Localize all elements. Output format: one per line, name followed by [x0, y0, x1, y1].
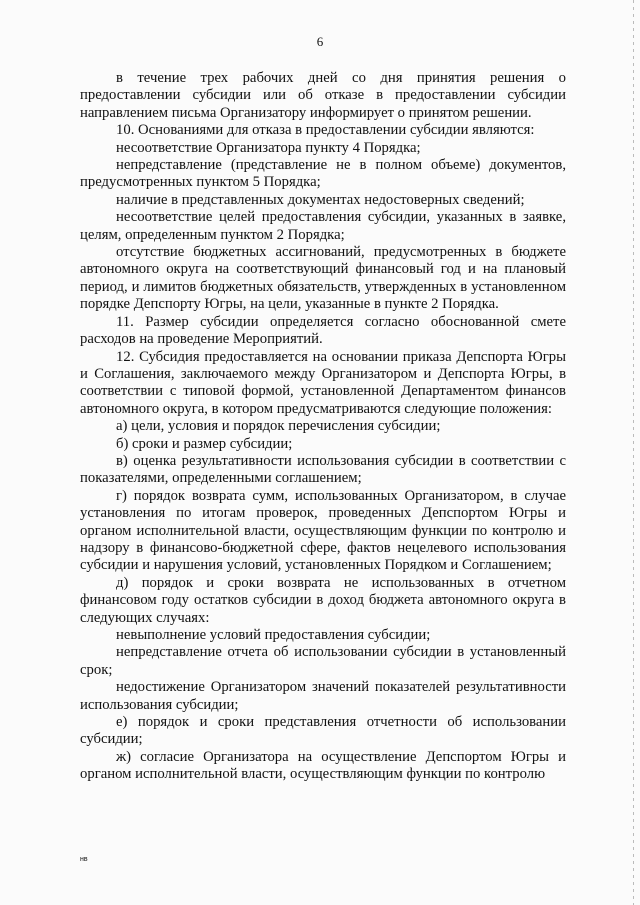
paragraph: несоответствие целей предоставления субсидии, указанных в заявке, целям, определенным пунктом 2 Порядка;	[80, 209, 566, 243]
document-body	[80, 70, 566, 784]
paragraph: 11. Размер субсидии определяется согласно обоснованной смете расходов на проведение Мероприятий.	[80, 313, 566, 348]
paragraph: д) порядок и сроки возврата не использованных в отчетном финансовом году остатков субсидии в доход бюджета автономного округа в следующих случаях:	[80, 574, 566, 626]
paragraph: е) порядок и сроки представления отчетности об использовании субсидии;	[80, 714, 566, 748]
paragraph: наличие в представленных документах недостоверных сведений;	[116, 191, 525, 208]
footer-mark: нв	[80, 856, 88, 863]
scan-edge-line	[633, 0, 634, 905]
paragraph: непредставление (представление не в полном объеме) документов, предусмотренных пунктом 5 Порядка;	[80, 157, 566, 191]
paragraph: а) цели, условия и порядок перечисления субсидии;	[116, 418, 441, 435]
paragraph: отсутствие бюджетных ассигнований, предусмотренных в бюджете автономного округа на соответствующий финансовый год и на плановый период, и лимитов бюджетных обязательств, утвержденных в установленном порядке Депспорту Югры, на цели, указанные в пункте 2 Порядка.	[80, 244, 566, 313]
paragraph: г) порядок возврата сумм, использованных Организатором, в случае установления по итогам проверок, проведенных Депспортом Югры и органом исполнительной власти, осуществляющим функции по контролю и надзору в финансово-бюджетной сфере, фактов нецелевого использования субсидии и нарушения условий, установленных Порядком и Соглашением;	[80, 487, 566, 574]
paragraph: в) оценка результативности использования субсидии в соответствии с показателями, определенными соглашением;	[80, 452, 566, 487]
paragraph: несоответствие Организатора пункту 4 Порядка;	[116, 139, 421, 156]
page-number: 6	[316, 34, 324, 49]
paragraph: 12. Субсидия предоставляется на основании приказа Депспорта Югры и Соглашения, заключаемого между Организатором и Депспорта Югры, в соответствии с типовой формой, установленной Департаментом финансов автономного округа, в котором предусматриваются следующие положения:	[80, 348, 566, 417]
paragraph: непредставление отчета об использовании субсидии в установленный срок;	[80, 644, 566, 678]
paragraph: невыполнение условий предоставления субсидии;	[116, 627, 431, 643]
paragraph: в течение трех рабочих дней со дня принятия решения о предоставлении субсидии или об отказе в предоставлении субсидии направлением письма Организатору информирует о принятом решении.	[80, 70, 566, 121]
paragraph: б) сроки и размер субсидии;	[116, 435, 293, 452]
paragraph: ж) согласие Организатора на осуществление Депспортом Югры и органом исполнительной власти, осуществляющим функции по контролю	[80, 748, 566, 783]
paragraph: недостижение Организатором значений показателей результативности использования субсидии;	[80, 679, 566, 713]
paragraph: 10. Основаниями для отказа в предоставлении субсидии являются:	[116, 122, 535, 139]
